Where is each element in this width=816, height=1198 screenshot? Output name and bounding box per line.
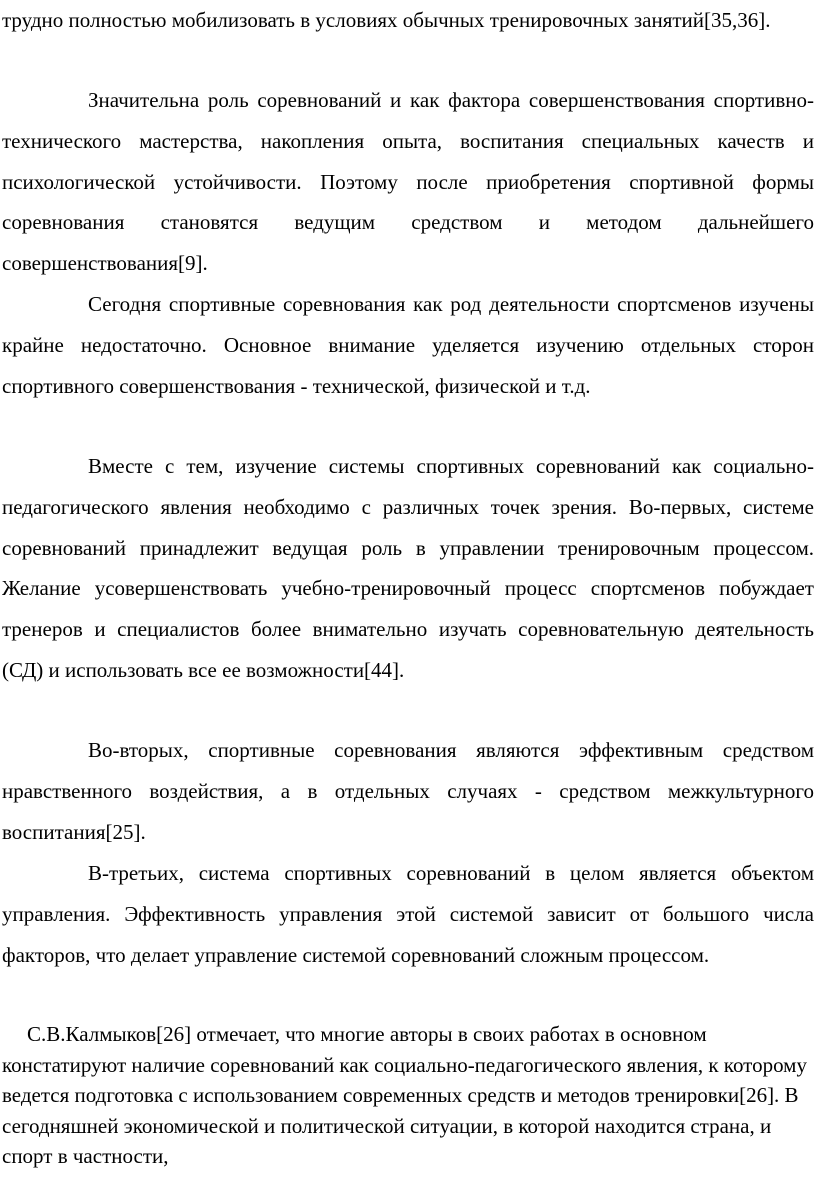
paragraph-4: Во-вторых, спортивные соревнования являются эффективным средством нравственного воздействия, а в отдельных случаях - средством межкультурного воспитания[25]. (2, 738, 814, 844)
paragraph-6: С.В.Калмыков[26] отмечает, что многие авторы в своих работах в основном констатируют наличие соревнований как социально-педагогического явления, к которому ведется подготовка с использованием современных средств и методов тренировки[26]. В сегодняшней экономической и политической ситуации, в которой находится страна, и спорт в частности, (2, 1022, 807, 1169)
paragraph-1: Значительна роль соревнований и как фактора совершенствования спортивно-технического мастерства, накопления опыта, воспитания специальных качеств и психологической устойчивости. Поэтому после приобретения спортивной формы соревнования становятся ведущим средством и методом дальнейшего совершенствования[9]. (2, 88, 814, 276)
paragraph-2: Сегодня спортивные соревнования как род деятельности спортсменов изучены крайне недостаточно. Основное внимание уделяется изучению отдельных сторон спортивного совершенствования - технической, физической и т.д. (2, 292, 814, 398)
paragraph-0: трудно полностью мобилизовать в условиях обычных тренировочных занятий[35,36]. (2, 8, 771, 32)
paragraph-5: В-третьих, система спортивных соревнований в целом является объектом управления. Эффективность управления этой системой зависит от большого числа факторов, что делает управление системой соревнований сложным процессом. (2, 861, 814, 967)
paragraph-3: Вместе с тем, изучение системы спортивных соревнований как социально-педагогического явления необходимо с различных точек зрения. Во-первых, системе соревнований принадлежит ведущая роль в управлении тренировочным процессом. Желание усовершенствовать учебно-тренировочный процесс спортсменов побуждает тренеров и специалистов более внимательно изучать соревновательную деятельность (СД) и использовать все ее возможности[44]. (2, 454, 814, 682)
